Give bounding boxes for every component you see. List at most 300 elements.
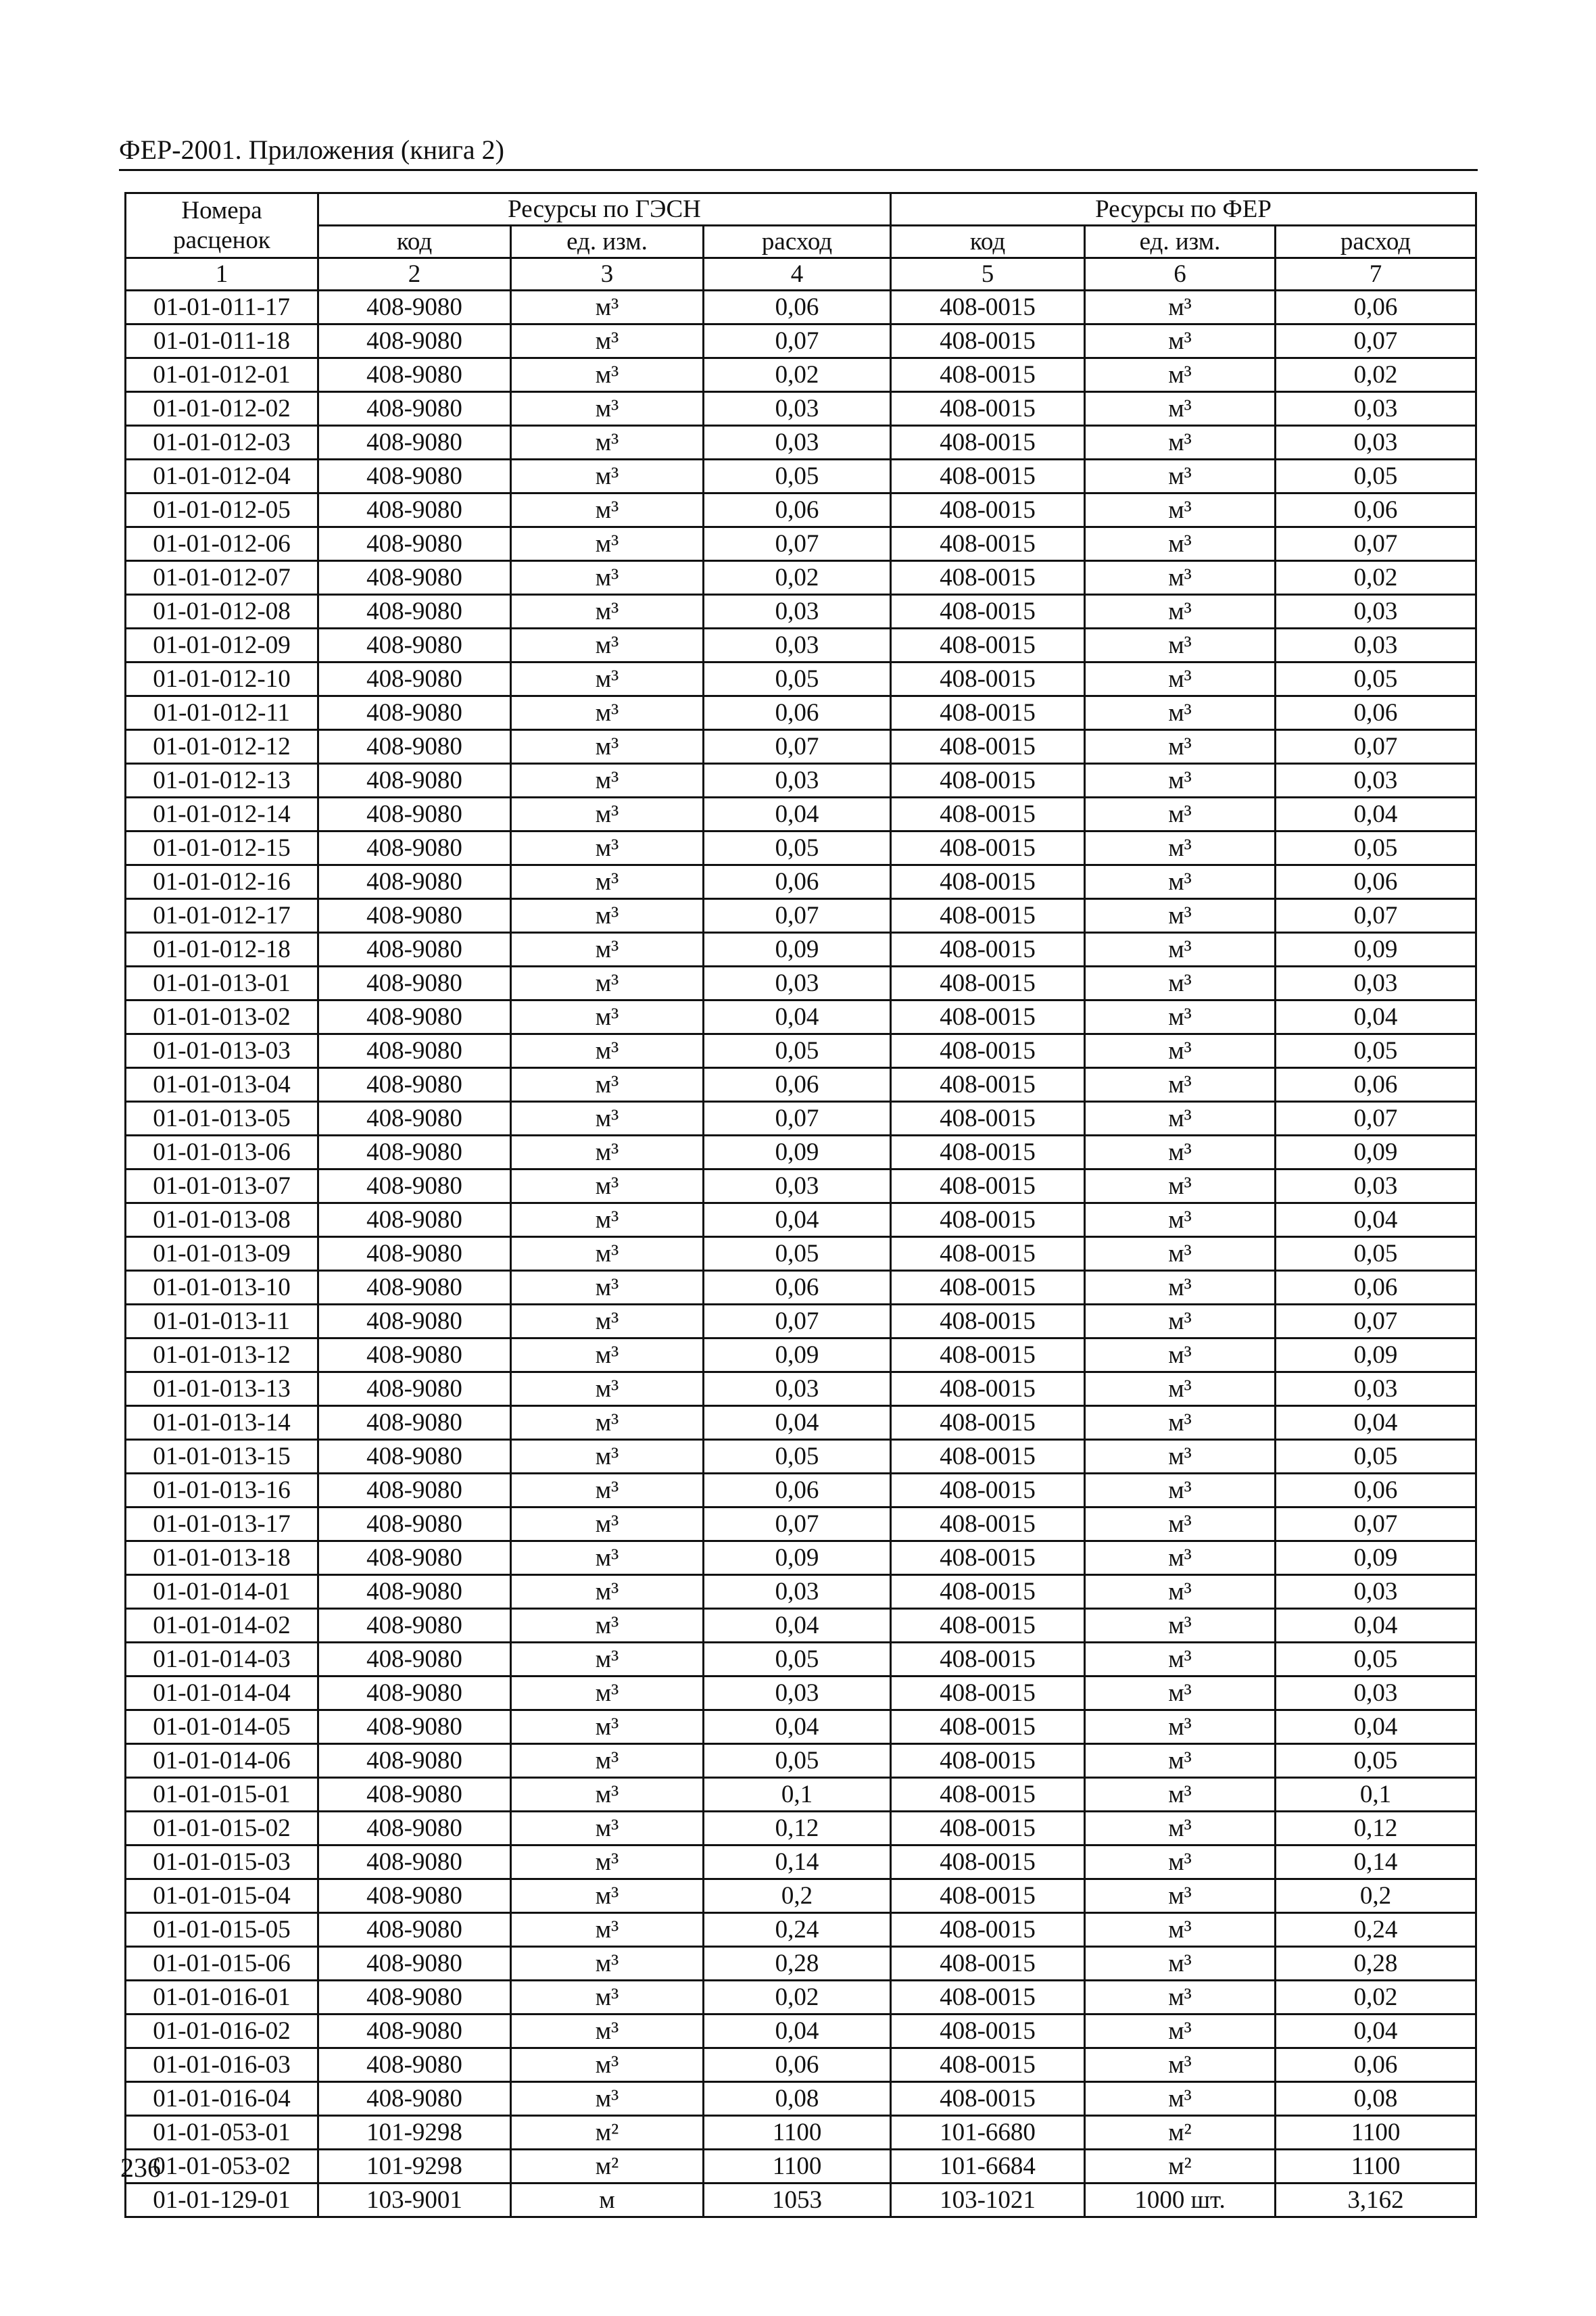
fer-code-cell: 408-0015 xyxy=(891,865,1085,899)
fer-unit-cell: 1000 шт. xyxy=(1085,2184,1276,2217)
gesn-code-cell: 408-9080 xyxy=(318,1169,511,1203)
gesn-code-cell: 408-9080 xyxy=(318,561,511,595)
rate-number-cell: 01-01-012-10 xyxy=(126,662,318,696)
gesn-code-cell: 408-9080 xyxy=(318,1913,511,1947)
table-row xyxy=(126,865,1476,899)
fer-code-cell: 408-0015 xyxy=(891,730,1085,764)
table-row xyxy=(126,595,1476,629)
fer-unit-cell: м³ xyxy=(1085,527,1276,561)
fer-code-cell: 408-0015 xyxy=(891,1879,1085,1913)
gesn-code-cell: 408-9080 xyxy=(318,1744,511,1778)
table-body xyxy=(126,291,1476,2217)
fer-consumption-cell: 0,02 xyxy=(1276,358,1476,392)
gesn-consumption-cell: 0,04 xyxy=(704,798,891,831)
gesn-unit-cell: м³ xyxy=(511,1237,704,1271)
resources-table xyxy=(124,192,1477,2218)
gesn-consumption-cell: 0,09 xyxy=(704,1541,891,1575)
sub-header-fer-unit: ед. изм. xyxy=(1085,226,1276,258)
rate-number-cell: 01-01-012-04 xyxy=(126,460,318,493)
gesn-unit-cell: м³ xyxy=(511,426,704,460)
gesn-consumption-cell: 0,2 xyxy=(704,1879,891,1913)
gesn-unit-cell: м³ xyxy=(511,1372,704,1406)
gesn-consumption-cell: 0,04 xyxy=(704,1609,891,1643)
fer-consumption-cell: 0,05 xyxy=(1276,1440,1476,1474)
gesn-unit-cell: м³ xyxy=(511,1575,704,1609)
fer-consumption-cell: 0,02 xyxy=(1276,1981,1476,2015)
fer-unit-cell: м³ xyxy=(1085,1541,1276,1575)
fer-unit-cell: м³ xyxy=(1085,1474,1276,1507)
table-row xyxy=(126,764,1476,798)
gesn-code-cell: 408-9080 xyxy=(318,1710,511,1744)
table-row xyxy=(126,2048,1476,2082)
gesn-consumption-cell: 0,03 xyxy=(704,1575,891,1609)
fer-consumption-cell: 0,05 xyxy=(1276,662,1476,696)
table-row xyxy=(126,2184,1476,2217)
table-row xyxy=(126,2015,1476,2048)
gesn-consumption-cell: 0,06 xyxy=(704,696,891,730)
fer-consumption-cell: 0,06 xyxy=(1276,291,1476,324)
rate-number-cell: 01-01-053-01 xyxy=(126,2116,318,2150)
fer-unit-cell: м³ xyxy=(1085,1879,1276,1913)
table-row xyxy=(126,1947,1476,1981)
gesn-unit-cell: м³ xyxy=(511,1203,704,1237)
table-row xyxy=(126,1271,1476,1305)
gesn-consumption-cell: 0,07 xyxy=(704,730,891,764)
fer-unit-cell: м³ xyxy=(1085,1913,1276,1947)
rate-number-cell: 01-01-013-09 xyxy=(126,1237,318,1271)
rate-number-cell: 01-01-013-05 xyxy=(126,1102,318,1136)
fer-code-cell: 408-0015 xyxy=(891,2015,1085,2048)
gesn-unit-cell: м³ xyxy=(511,324,704,358)
rate-number-cell: 01-01-012-03 xyxy=(126,426,318,460)
rate-number-cell: 01-01-013-16 xyxy=(126,1474,318,1507)
table-row xyxy=(126,426,1476,460)
fer-consumption-cell: 0,04 xyxy=(1276,1000,1476,1034)
fer-code-cell: 408-0015 xyxy=(891,1845,1085,1879)
rate-number-cell: 01-01-013-07 xyxy=(126,1169,318,1203)
fer-code-cell: 408-0015 xyxy=(891,831,1085,865)
gesn-consumption-cell: 0,24 xyxy=(704,1913,891,1947)
fer-code-cell: 408-0015 xyxy=(891,1507,1085,1541)
gesn-consumption-cell: 0,03 xyxy=(704,1676,891,1710)
rate-number-cell: 01-01-012-16 xyxy=(126,865,318,899)
gesn-unit-cell: м³ xyxy=(511,2048,704,2082)
gesn-unit-cell: м³ xyxy=(511,1102,704,1136)
rate-number-cell: 01-01-013-14 xyxy=(126,1406,318,1440)
gesn-code-cell: 408-9080 xyxy=(318,2015,511,2048)
gesn-consumption-cell: 0,07 xyxy=(704,324,891,358)
gesn-consumption-cell: 0,03 xyxy=(704,629,891,662)
fer-code-cell: 408-0015 xyxy=(891,1338,1085,1372)
table-row xyxy=(126,324,1476,358)
table-row xyxy=(126,1676,1476,1710)
fer-unit-cell: м³ xyxy=(1085,696,1276,730)
table-row xyxy=(126,831,1476,865)
fer-code-cell: 408-0015 xyxy=(891,358,1085,392)
table-row xyxy=(126,1981,1476,2015)
fer-consumption-cell: 0,06 xyxy=(1276,696,1476,730)
gesn-unit-cell: м³ xyxy=(511,1710,704,1744)
gesn-consumption-cell: 0,05 xyxy=(704,1440,891,1474)
fer-unit-cell: м³ xyxy=(1085,1406,1276,1440)
fer-code-cell: 408-0015 xyxy=(891,1372,1085,1406)
gesn-unit-cell: м³ xyxy=(511,1879,704,1913)
gesn-code-cell: 408-9080 xyxy=(318,1609,511,1643)
gesn-consumption-cell: 0,05 xyxy=(704,1034,891,1068)
fer-unit-cell: м³ xyxy=(1085,1000,1276,1034)
fer-unit-cell: м³ xyxy=(1085,730,1276,764)
gesn-unit-cell: м³ xyxy=(511,1271,704,1305)
table-row xyxy=(126,1778,1476,1812)
gesn-unit-cell: м³ xyxy=(511,1947,704,1981)
fer-consumption-cell: 0,03 xyxy=(1276,1372,1476,1406)
gesn-code-cell: 408-9080 xyxy=(318,358,511,392)
gesn-consumption-cell: 0,09 xyxy=(704,933,891,967)
rate-number-cell: 01-01-015-03 xyxy=(126,1845,318,1879)
gesn-unit-cell: м³ xyxy=(511,764,704,798)
gesn-code-cell: 101-9298 xyxy=(318,2116,511,2150)
fer-consumption-cell: 0,05 xyxy=(1276,460,1476,493)
gesn-unit-cell: м³ xyxy=(511,1136,704,1169)
gesn-unit-cell: м³ xyxy=(511,1676,704,1710)
rate-number-cell: 01-01-013-10 xyxy=(126,1271,318,1305)
gesn-code-cell: 408-9080 xyxy=(318,1372,511,1406)
gesn-unit-cell: м³ xyxy=(511,2015,704,2048)
fer-unit-cell: м³ xyxy=(1085,1305,1276,1338)
gesn-code-cell: 408-9080 xyxy=(318,831,511,865)
table-row xyxy=(126,1507,1476,1541)
gesn-unit-cell: м³ xyxy=(511,1474,704,1507)
gesn-consumption-cell: 0,09 xyxy=(704,1338,891,1372)
gesn-code-cell: 408-9080 xyxy=(318,392,511,426)
gesn-unit-cell: м³ xyxy=(511,1440,704,1474)
fer-code-cell: 408-0015 xyxy=(891,460,1085,493)
fer-unit-cell: м³ xyxy=(1085,662,1276,696)
fer-unit-cell: м³ xyxy=(1085,2082,1276,2116)
fer-code-cell: 408-0015 xyxy=(891,1710,1085,1744)
sub-header-gesn-unit: ед. изм. xyxy=(511,226,704,258)
fer-code-cell: 408-0015 xyxy=(891,798,1085,831)
gesn-consumption-cell: 0,08 xyxy=(704,2082,891,2116)
col-number: 7 xyxy=(1276,258,1476,291)
gesn-code-cell: 408-9080 xyxy=(318,1034,511,1068)
fer-code-cell: 408-0015 xyxy=(891,1778,1085,1812)
fer-unit-cell: м³ xyxy=(1085,764,1276,798)
fer-consumption-cell: 0,04 xyxy=(1276,1609,1476,1643)
fer-code-cell: 408-0015 xyxy=(891,1102,1085,1136)
rate-number-cell: 01-01-011-17 xyxy=(126,291,318,324)
fer-unit-cell: м³ xyxy=(1085,1169,1276,1203)
gesn-consumption-cell: 0,05 xyxy=(704,1744,891,1778)
gesn-code-cell: 408-9080 xyxy=(318,1203,511,1237)
rate-number-cell: 01-01-012-11 xyxy=(126,696,318,730)
gesn-code-cell: 408-9080 xyxy=(318,1541,511,1575)
rate-number-cell: 01-01-016-02 xyxy=(126,2015,318,2048)
rate-number-cell: 01-01-014-06 xyxy=(126,1744,318,1778)
fer-code-cell: 408-0015 xyxy=(891,595,1085,629)
gesn-code-cell: 408-9080 xyxy=(318,1102,511,1136)
rate-number-cell: 01-01-012-06 xyxy=(126,527,318,561)
gesn-unit-cell: м² xyxy=(511,2150,704,2184)
fer-unit-cell: м³ xyxy=(1085,561,1276,595)
table-row xyxy=(126,1609,1476,1643)
fer-unit-cell: м³ xyxy=(1085,460,1276,493)
gesn-code-cell: 408-9080 xyxy=(318,1338,511,1372)
table-row xyxy=(126,1338,1476,1372)
col-number: 2 xyxy=(318,258,511,291)
rate-number-cell: 01-01-015-04 xyxy=(126,1879,318,1913)
table-row xyxy=(126,1744,1476,1778)
fer-code-cell: 408-0015 xyxy=(891,291,1085,324)
header-divider xyxy=(119,169,1478,171)
gesn-unit-cell: м³ xyxy=(511,629,704,662)
gesn-code-cell: 408-9080 xyxy=(318,1474,511,1507)
table-row xyxy=(126,1068,1476,1102)
gesn-consumption-cell: 0,04 xyxy=(704,2015,891,2048)
fer-consumption-cell: 0,07 xyxy=(1276,1507,1476,1541)
table-row xyxy=(126,2082,1476,2116)
gesn-consumption-cell: 0,07 xyxy=(704,1507,891,1541)
rate-number-cell: 01-01-016-01 xyxy=(126,1981,318,2015)
gesn-consumption-cell: 0,05 xyxy=(704,460,891,493)
gesn-consumption-cell: 0,02 xyxy=(704,358,891,392)
fer-unit-cell: м³ xyxy=(1085,1812,1276,1845)
rate-number-cell: 01-01-014-02 xyxy=(126,1609,318,1643)
fer-code-cell: 408-0015 xyxy=(891,2082,1085,2116)
gesn-consumption-cell: 0,28 xyxy=(704,1947,891,1981)
gesn-unit-cell: м³ xyxy=(511,865,704,899)
gesn-code-cell: 408-9080 xyxy=(318,1778,511,1812)
fer-consumption-cell: 0,03 xyxy=(1276,967,1476,1000)
fer-consumption-cell: 1100 xyxy=(1276,2150,1476,2184)
fer-consumption-cell: 0,07 xyxy=(1276,324,1476,358)
gesn-unit-cell: м³ xyxy=(511,730,704,764)
gesn-code-cell: 408-9080 xyxy=(318,1643,511,1676)
fer-consumption-cell: 0,07 xyxy=(1276,1305,1476,1338)
gesn-code-cell: 408-9080 xyxy=(318,595,511,629)
table-row xyxy=(126,1879,1476,1913)
gesn-consumption-cell: 1100 xyxy=(704,2116,891,2150)
fer-consumption-cell: 0,05 xyxy=(1276,1744,1476,1778)
gesn-code-cell: 408-9080 xyxy=(318,899,511,933)
fer-code-cell: 408-0015 xyxy=(891,1913,1085,1947)
fer-unit-cell: м³ xyxy=(1085,291,1276,324)
table-row xyxy=(126,291,1476,324)
gesn-consumption-cell: 0,07 xyxy=(704,527,891,561)
fer-code-cell: 408-0015 xyxy=(891,1575,1085,1609)
fer-code-cell: 408-0015 xyxy=(891,1947,1085,1981)
table-row xyxy=(126,1845,1476,1879)
fer-consumption-cell: 0,07 xyxy=(1276,899,1476,933)
fer-consumption-cell: 0,1 xyxy=(1276,1778,1476,1812)
gesn-code-cell: 408-9080 xyxy=(318,1575,511,1609)
fer-unit-cell: м³ xyxy=(1085,967,1276,1000)
gesn-consumption-cell: 0,06 xyxy=(704,493,891,527)
rate-number-cell: 01-01-013-02 xyxy=(126,1000,318,1034)
gesn-code-cell: 408-9080 xyxy=(318,629,511,662)
gesn-consumption-cell: 0,05 xyxy=(704,1643,891,1676)
gesn-code-cell: 408-9080 xyxy=(318,662,511,696)
fer-unit-cell: м³ xyxy=(1085,629,1276,662)
fer-unit-cell: м³ xyxy=(1085,493,1276,527)
gesn-code-cell: 408-9080 xyxy=(318,493,511,527)
fer-code-cell: 408-0015 xyxy=(891,1271,1085,1305)
rate-number-cell: 01-01-016-03 xyxy=(126,2048,318,2082)
gesn-code-cell: 408-9080 xyxy=(318,1981,511,2015)
gesn-consumption-cell: 0,05 xyxy=(704,1237,891,1271)
gesn-consumption-cell: 0,03 xyxy=(704,1169,891,1203)
gesn-unit-cell: м³ xyxy=(511,291,704,324)
fer-code-cell: 101-6680 xyxy=(891,2116,1085,2150)
gesn-consumption-cell: 0,07 xyxy=(704,1102,891,1136)
gesn-code-cell: 408-9080 xyxy=(318,764,511,798)
rate-number-cell: 01-01-013-12 xyxy=(126,1338,318,1372)
fer-consumption-cell: 0,02 xyxy=(1276,561,1476,595)
gesn-consumption-cell: 0,03 xyxy=(704,1372,891,1406)
table-row xyxy=(126,392,1476,426)
fer-unit-cell: м³ xyxy=(1085,1507,1276,1541)
fer-code-cell: 408-0015 xyxy=(891,1068,1085,1102)
gesn-unit-cell: м³ xyxy=(511,967,704,1000)
gesn-unit-cell: м³ xyxy=(511,1305,704,1338)
fer-unit-cell: м³ xyxy=(1085,2015,1276,2048)
fer-consumption-cell: 0,28 xyxy=(1276,1947,1476,1981)
gesn-consumption-cell: 1100 xyxy=(704,2150,891,2184)
gesn-unit-cell: м³ xyxy=(511,798,704,831)
rate-number-cell: 01-01-012-18 xyxy=(126,933,318,967)
fer-consumption-cell: 0,04 xyxy=(1276,1203,1476,1237)
fer-unit-cell: м³ xyxy=(1085,933,1276,967)
gesn-unit-cell: м³ xyxy=(511,1507,704,1541)
rate-number-cell: 01-01-012-13 xyxy=(126,764,318,798)
gesn-unit-cell: м³ xyxy=(511,662,704,696)
rate-number-cell: 01-01-014-03 xyxy=(126,1643,318,1676)
col-number: 3 xyxy=(511,258,704,291)
gesn-code-cell: 408-9080 xyxy=(318,1068,511,1102)
fer-unit-cell: м³ xyxy=(1085,358,1276,392)
gesn-code-cell: 408-9080 xyxy=(318,1237,511,1271)
rate-number-cell: 01-01-014-01 xyxy=(126,1575,318,1609)
fer-consumption-cell: 0,06 xyxy=(1276,1068,1476,1102)
gesn-unit-cell: м³ xyxy=(511,1981,704,2015)
fer-unit-cell: м³ xyxy=(1085,1440,1276,1474)
fer-code-cell: 408-0015 xyxy=(891,662,1085,696)
table-row xyxy=(126,1913,1476,1947)
gesn-consumption-cell: 0,03 xyxy=(704,595,891,629)
gesn-unit-cell: м³ xyxy=(511,1744,704,1778)
fer-consumption-cell: 0,09 xyxy=(1276,1338,1476,1372)
rate-number-cell: 01-01-013-17 xyxy=(126,1507,318,1541)
gesn-unit-cell: м³ xyxy=(511,831,704,865)
table-row xyxy=(126,899,1476,933)
fer-unit-cell: м³ xyxy=(1085,1575,1276,1609)
table-row xyxy=(126,1305,1476,1338)
gesn-code-cell: 408-9080 xyxy=(318,527,511,561)
gesn-consumption-cell: 0,06 xyxy=(704,1068,891,1102)
fer-unit-cell: м³ xyxy=(1085,324,1276,358)
fer-consumption-cell: 1100 xyxy=(1276,2116,1476,2150)
gesn-consumption-cell: 0,03 xyxy=(704,392,891,426)
table-row xyxy=(126,798,1476,831)
page-header-title: ФЕР-2001. Приложения (книга 2) xyxy=(119,135,504,165)
gesn-unit-cell: м³ xyxy=(511,595,704,629)
fer-code-cell: 408-0015 xyxy=(891,629,1085,662)
table-row xyxy=(126,1136,1476,1169)
fer-consumption-cell: 0,03 xyxy=(1276,595,1476,629)
gesn-unit-cell: м³ xyxy=(511,1845,704,1879)
gesn-code-cell: 408-9080 xyxy=(318,1812,511,1845)
gesn-code-cell: 408-9080 xyxy=(318,1136,511,1169)
rate-number-cell: 01-01-013-01 xyxy=(126,967,318,1000)
rate-number-cell: 01-01-053-02 xyxy=(126,2150,318,2184)
gesn-consumption-cell: 0,05 xyxy=(704,662,891,696)
fer-unit-cell: м³ xyxy=(1085,426,1276,460)
group-header-gesn: Ресурсы по ГЭСН xyxy=(318,193,891,226)
sub-header-fer-consumption: расход xyxy=(1276,226,1476,258)
gesn-code-cell: 408-9080 xyxy=(318,1845,511,1879)
gesn-code-cell: 408-9080 xyxy=(318,460,511,493)
fer-consumption-cell: 0,05 xyxy=(1276,831,1476,865)
rate-number-cell: 01-01-015-02 xyxy=(126,1812,318,1845)
fer-consumption-cell: 0,06 xyxy=(1276,1474,1476,1507)
table-row xyxy=(126,629,1476,662)
gesn-unit-cell: м³ xyxy=(511,696,704,730)
rate-number-cell: 01-01-012-05 xyxy=(126,493,318,527)
table-row xyxy=(126,1575,1476,1609)
fer-unit-cell: м³ xyxy=(1085,798,1276,831)
fer-unit-cell: м³ xyxy=(1085,1609,1276,1643)
col-number: 1 xyxy=(126,258,318,291)
fer-code-cell: 408-0015 xyxy=(891,696,1085,730)
gesn-code-cell: 408-9080 xyxy=(318,1000,511,1034)
fer-code-cell: 408-0015 xyxy=(891,1643,1085,1676)
gesn-unit-cell: м³ xyxy=(511,1778,704,1812)
fer-code-cell: 408-0015 xyxy=(891,1981,1085,2015)
fer-consumption-cell: 0,08 xyxy=(1276,2082,1476,2116)
fer-consumption-cell: 0,03 xyxy=(1276,629,1476,662)
fer-consumption-cell: 0,09 xyxy=(1276,1136,1476,1169)
rate-number-cell: 01-01-012-14 xyxy=(126,798,318,831)
gesn-unit-cell: м³ xyxy=(511,899,704,933)
col-header-rate-numbers: Номера расценок xyxy=(126,193,318,258)
table-row xyxy=(126,527,1476,561)
fer-unit-cell: м³ xyxy=(1085,2048,1276,2082)
gesn-unit-cell: м³ xyxy=(511,1000,704,1034)
gesn-code-cell: 408-9080 xyxy=(318,324,511,358)
fer-consumption-cell: 0,07 xyxy=(1276,730,1476,764)
table-row xyxy=(126,1541,1476,1575)
fer-consumption-cell: 0,04 xyxy=(1276,2015,1476,2048)
fer-code-cell: 103-1021 xyxy=(891,2184,1085,2217)
gesn-consumption-cell: 1053 xyxy=(704,2184,891,2217)
gesn-consumption-cell: 0,1 xyxy=(704,1778,891,1812)
gesn-consumption-cell: 0,03 xyxy=(704,967,891,1000)
fer-code-cell: 408-0015 xyxy=(891,1034,1085,1068)
rate-number-cell: 01-01-012-17 xyxy=(126,899,318,933)
fer-code-cell: 408-0015 xyxy=(891,1440,1085,1474)
gesn-code-cell: 408-9080 xyxy=(318,2082,511,2116)
rate-number-cell: 01-01-012-09 xyxy=(126,629,318,662)
fer-code-cell: 408-0015 xyxy=(891,1203,1085,1237)
fer-unit-cell: м³ xyxy=(1085,1102,1276,1136)
gesn-consumption-cell: 0,02 xyxy=(704,561,891,595)
gesn-code-cell: 408-9080 xyxy=(318,1676,511,1710)
fer-code-cell: 408-0015 xyxy=(891,527,1085,561)
table-row xyxy=(126,1406,1476,1440)
table-row xyxy=(126,493,1476,527)
fer-consumption-cell: 0,24 xyxy=(1276,1913,1476,1947)
fer-code-cell: 408-0015 xyxy=(891,1136,1085,1169)
